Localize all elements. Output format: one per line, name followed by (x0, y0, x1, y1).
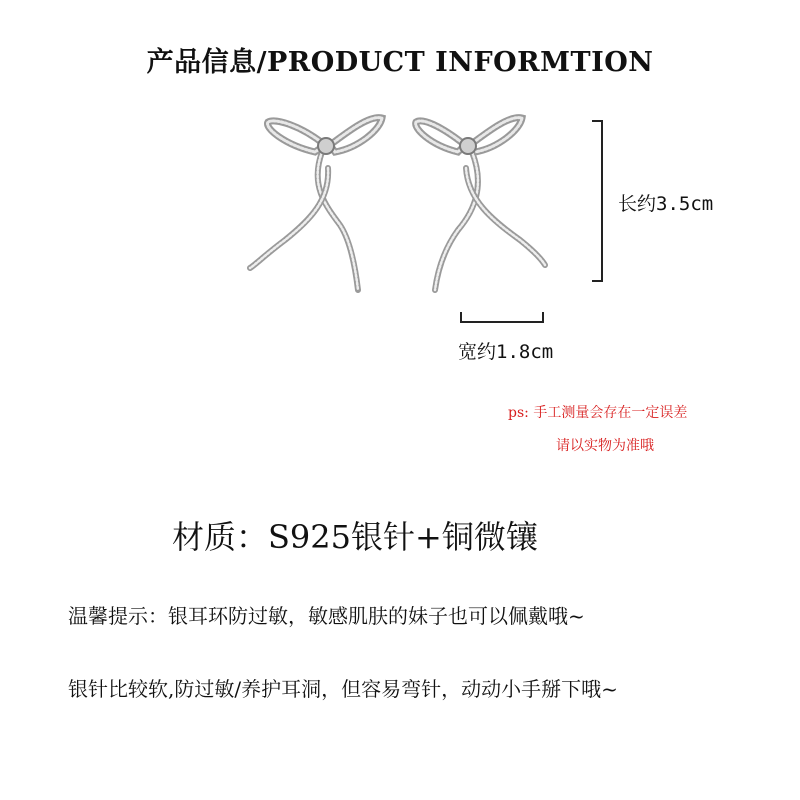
material-info: 材质：S925银针+铜微镶 (172, 518, 538, 556)
page-title: 产品信息/PRODUCT INFORMTION (146, 47, 654, 78)
tip-line-2: 银针比较软,防过敏/养护耳洞，但容易弯针，动动小手掰下哦~ (68, 677, 618, 701)
width-bracket (460, 310, 544, 326)
length-bracket (590, 120, 610, 282)
bow-earrings-image (230, 100, 570, 310)
measurement-note-2: 请以实物为准哦 (556, 438, 654, 454)
left-earring (250, 118, 382, 290)
measurement-note: ps: 手工测量会存在一定误差 (508, 405, 688, 421)
width-label: 宽约1.8cm (458, 341, 554, 363)
length-label: 长约3.5cm (618, 193, 714, 215)
right-earring (416, 118, 545, 290)
tip-line-1: 温馨提示：银耳环防过敏，敏感肌肤的妹子也可以佩戴哦~ (68, 604, 585, 628)
